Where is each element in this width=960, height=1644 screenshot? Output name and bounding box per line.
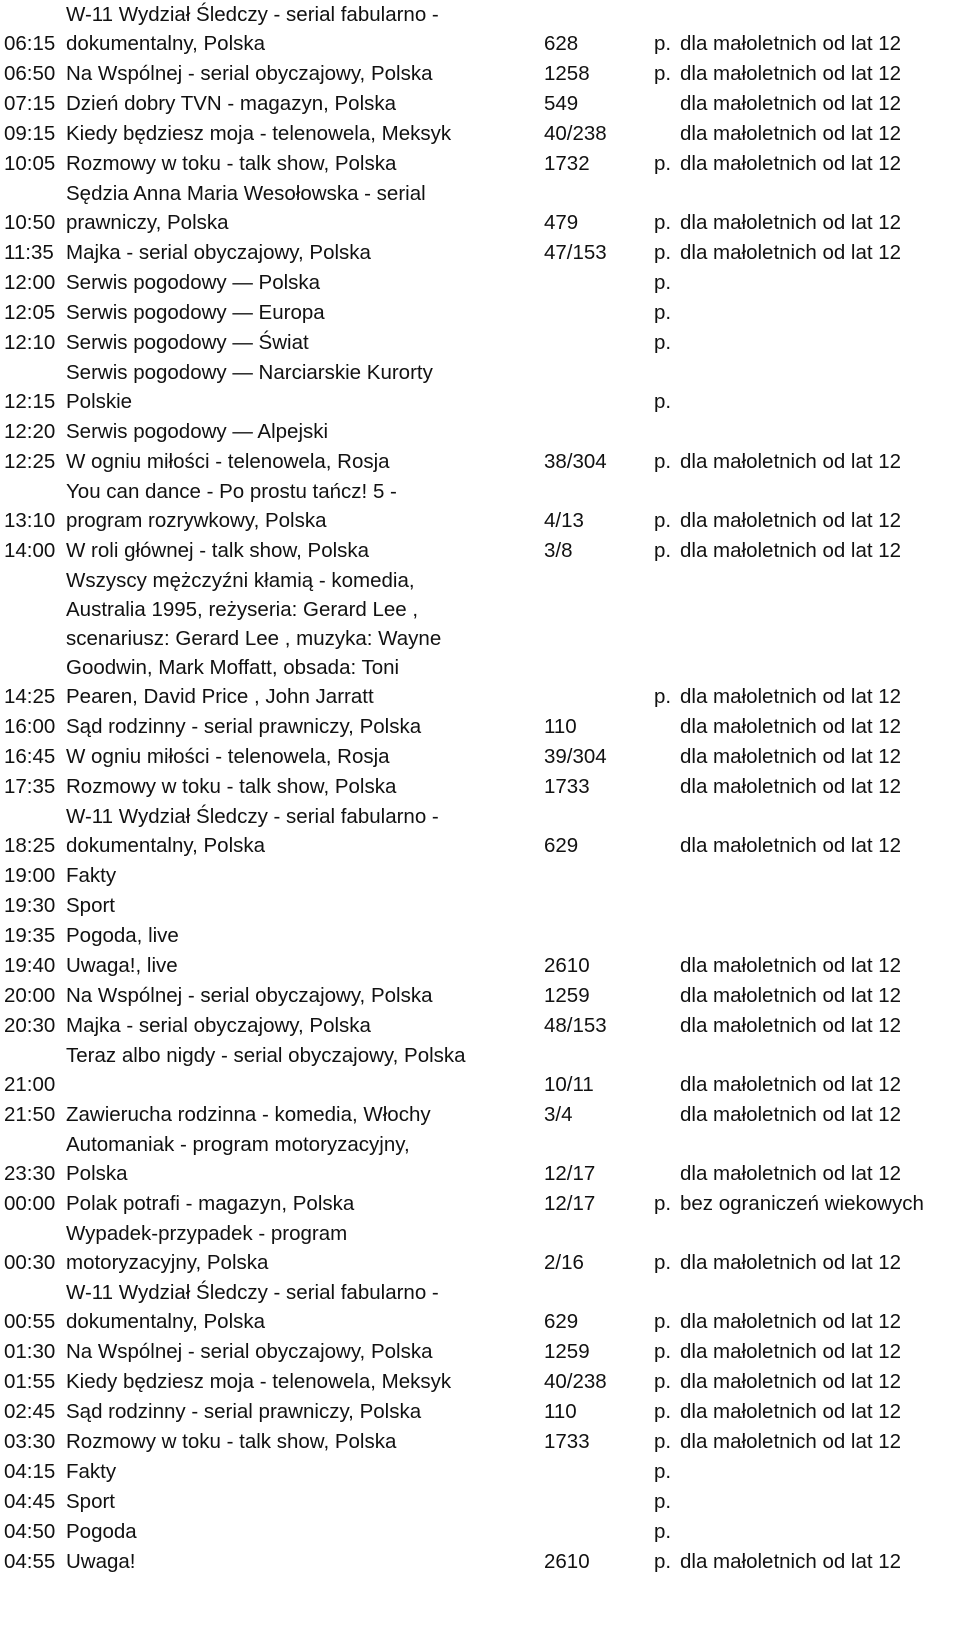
program-title-line: Rozmowy w toku - talk show, Polska (66, 1430, 397, 1453)
program-title (66, 742, 544, 771)
premiere-marker: p. (654, 1251, 672, 1274)
episode-number: 110 (544, 715, 577, 738)
program-title (66, 1427, 544, 1456)
program-title-line: Pogoda, live (66, 924, 179, 947)
program-title (66, 1457, 544, 1486)
schedule-row (0, 59, 960, 88)
schedule-row (0, 1337, 960, 1366)
schedule-row (0, 1041, 960, 1099)
schedule-row (0, 477, 960, 535)
premiere-marker: p. (654, 32, 672, 55)
premiere-marker: p. (654, 1400, 672, 1423)
episode-number: 48/153 (544, 1014, 607, 1037)
program-time: 19:00 (4, 864, 56, 887)
program-title-line: Na Wspólnej - serial obyczajowy, Polska (66, 984, 433, 1007)
age-rating: dla małoletnich od lat 12 (680, 834, 902, 857)
program-title (66, 772, 544, 801)
premiere-marker: p. (654, 509, 672, 532)
program-title (66, 477, 544, 535)
schedule-row (0, 772, 960, 801)
premiere-marker: p. (654, 241, 672, 264)
schedule-row (0, 951, 960, 980)
schedule-row (0, 149, 960, 178)
episode-number: 40/238 (544, 1370, 607, 1393)
program-title (66, 358, 544, 416)
episode-number: 38/304 (544, 450, 607, 473)
age-rating: dla małoletnich od lat 12 (680, 1400, 902, 1423)
episode-number: 629 (544, 1310, 579, 1333)
schedule-row (0, 1130, 960, 1188)
program-title-line (66, 1070, 544, 1099)
program-title-line: Fakty (66, 1460, 117, 1483)
schedule-row (0, 268, 960, 297)
program-title-line: Fakty (66, 864, 117, 887)
program-time: 16:00 (4, 715, 56, 738)
age-rating: dla małoletnich od lat 12 (680, 984, 902, 1007)
program-title-line: program rozrywkowy, Polska (66, 509, 327, 532)
program-time: 12:00 (4, 271, 56, 294)
premiere-marker: p. (654, 450, 672, 473)
program-time: 04:15 (4, 1460, 56, 1483)
program-title (66, 1517, 544, 1546)
program-time: 19:30 (4, 894, 56, 917)
program-title-line: Wszyscy mężczyźni kłamią - komedia, (66, 569, 415, 592)
program-time: 11:35 (4, 241, 54, 264)
schedule-row (0, 802, 960, 860)
program-title-line: W-11 Wydział Śledczy - serial fabularno - (66, 1281, 439, 1304)
program-title (66, 1487, 544, 1516)
schedule-row (0, 447, 960, 476)
program-time: 10:05 (4, 152, 56, 175)
schedule-row (0, 1427, 960, 1456)
episode-number: 40/238 (544, 122, 607, 145)
program-title (66, 328, 544, 357)
program-title-line: Serwis pogodowy — Świat (66, 331, 309, 354)
schedule-row (0, 1278, 960, 1336)
age-rating: dla małoletnich od lat 12 (680, 509, 902, 532)
program-title-line: W roli głównej - talk show, Polska (66, 539, 370, 562)
program-title (66, 447, 544, 476)
age-rating: dla małoletnich od lat 12 (680, 1073, 902, 1096)
schedule-row (0, 358, 960, 416)
program-time: 06:50 (4, 62, 56, 85)
program-title (66, 119, 544, 148)
program-time: 07:15 (4, 92, 56, 115)
age-rating: dla małoletnich od lat 12 (680, 1550, 902, 1573)
program-title-line: Wypadek-przypadek - program (66, 1222, 348, 1245)
program-title-line: Serwis pogodowy — Narciarskie Kurorty (66, 361, 433, 384)
program-time: 12:15 (4, 390, 56, 413)
program-title (66, 1367, 544, 1396)
schedule-row (0, 179, 960, 237)
program-title-line: Sędzia Anna Maria Wesołowska - serial (66, 182, 426, 205)
program-time: 21:00 (4, 1073, 56, 1096)
schedule-row (0, 0, 960, 58)
age-rating: dla małoletnich od lat 12 (680, 715, 902, 738)
program-title (66, 802, 544, 860)
program-title-line: Sport (66, 894, 115, 917)
schedule-row (0, 981, 960, 1010)
schedule-row (0, 1367, 960, 1396)
program-title-line: Zawierucha rodzinna - komedia, Włochy (66, 1103, 431, 1126)
program-time: 20:30 (4, 1014, 56, 1037)
episode-number: 1732 (544, 152, 590, 175)
program-title (66, 1397, 544, 1426)
program-title-line: Teraz albo nigdy - serial obyczajowy, Polska (66, 1044, 466, 1067)
program-title (66, 1547, 544, 1576)
age-rating: dla małoletnich od lat 12 (680, 1251, 902, 1274)
premiere-marker: p. (654, 685, 672, 708)
schedule-row (0, 1011, 960, 1040)
program-time: 02:45 (4, 1400, 56, 1423)
schedule-row (0, 298, 960, 327)
program-title (66, 951, 544, 980)
program-title-line: W ogniu miłości - telenowela, Rosja (66, 745, 390, 768)
age-rating: dla małoletnich od lat 12 (680, 1370, 902, 1393)
schedule-row (0, 328, 960, 357)
program-title-line: Kiedy będziesz moja - telenowela, Meksyk (66, 1370, 452, 1393)
premiere-marker: p. (654, 1310, 672, 1333)
episode-number: 3/8 (544, 539, 573, 562)
premiere-marker: p. (654, 152, 672, 175)
program-title-line: Kiedy będziesz moja - telenowela, Meksyk (66, 122, 452, 145)
program-title-line: Sąd rodzinny - serial prawniczy, Polska (66, 715, 422, 738)
program-title-line: Pearen, David Price , John Jarratt (66, 685, 374, 708)
age-rating: dla małoletnich od lat 12 (680, 1103, 902, 1126)
age-rating: bez ograniczeń wiekowych (680, 1192, 924, 1215)
premiere-marker: p. (654, 271, 672, 294)
schedule-row (0, 1397, 960, 1426)
premiere-marker: p. (654, 1192, 672, 1215)
program-time: 19:40 (4, 954, 56, 977)
schedule-row (0, 119, 960, 148)
program-title-line: W ogniu miłości - telenowela, Rosja (66, 450, 390, 473)
premiere-marker: p. (654, 390, 672, 413)
program-title (66, 1189, 544, 1218)
schedule-row (0, 861, 960, 890)
age-rating: dla małoletnich od lat 12 (680, 211, 902, 234)
episode-number: 39/304 (544, 745, 607, 768)
schedule-row (0, 1487, 960, 1516)
age-rating: dla małoletnich od lat 12 (680, 450, 902, 473)
program-time: 12:10 (4, 331, 56, 354)
program-time: 12:05 (4, 301, 56, 324)
program-title-line: Dzień dobry TVN - magazyn, Polska (66, 92, 397, 115)
episode-number: 12/17 (544, 1192, 596, 1215)
schedule-row (0, 1457, 960, 1486)
episode-number: 12/17 (544, 1162, 596, 1185)
schedule-row (0, 1189, 960, 1218)
age-rating: dla małoletnich od lat 12 (680, 32, 902, 55)
premiere-marker: p. (654, 1520, 672, 1543)
program-time: 14:00 (4, 539, 56, 562)
age-rating: dla małoletnich od lat 12 (680, 539, 902, 562)
episode-number: 1259 (544, 984, 590, 1007)
premiere-marker: p. (654, 1550, 672, 1573)
episode-number: 1259 (544, 1340, 590, 1363)
program-time: 21:50 (4, 1103, 56, 1126)
program-title-line: scenariusz: Gerard Lee , muzyka: Wayne (66, 627, 442, 650)
program-title-line: Sport (66, 1490, 115, 1513)
age-rating: dla małoletnich od lat 12 (680, 954, 902, 977)
premiere-marker: p. (654, 301, 672, 324)
episode-number: 10/11 (544, 1073, 594, 1096)
schedule-row (0, 1100, 960, 1129)
age-rating: dla małoletnich od lat 12 (680, 745, 902, 768)
program-time: 01:30 (4, 1340, 56, 1363)
age-rating: dla małoletnich od lat 12 (680, 122, 902, 145)
schedule-row (0, 742, 960, 771)
premiere-marker: p. (654, 211, 672, 234)
program-time: 18:25 (4, 834, 56, 857)
program-title (66, 238, 544, 267)
program-time: 04:45 (4, 1490, 56, 1513)
program-title-line: Majka - serial obyczajowy, Polska (66, 1014, 371, 1037)
program-time: 10:50 (4, 211, 56, 234)
schedule-row (0, 536, 960, 565)
schedule-row (0, 238, 960, 267)
episode-number: 4/13 (544, 509, 584, 532)
program-title-line: W-11 Wydział Śledczy - serial fabularno - (66, 805, 439, 828)
episode-number: 110 (544, 1400, 577, 1423)
program-title-line: Goodwin, Mark Moffatt, obsada: Toni (66, 656, 400, 679)
program-title-line: Serwis pogodowy — Europa (66, 301, 325, 324)
program-title (66, 891, 544, 920)
program-title (66, 1100, 544, 1129)
schedule-row (0, 891, 960, 920)
premiere-marker: p. (654, 1460, 672, 1483)
schedule-row (0, 1517, 960, 1546)
schedule-row (0, 1547, 960, 1576)
program-title-line: Sąd rodzinny - serial prawniczy, Polska (66, 1400, 422, 1423)
program-time: 06:15 (4, 32, 56, 55)
episode-number: 629 (544, 834, 579, 857)
episode-number: 479 (544, 211, 579, 234)
age-rating: dla małoletnich od lat 12 (680, 1014, 902, 1037)
episode-number: 1733 (544, 1430, 590, 1453)
program-title (66, 861, 544, 890)
premiere-marker: p. (654, 1490, 672, 1513)
program-title-line: Majka - serial obyczajowy, Polska (66, 241, 371, 264)
program-time: 17:35 (4, 775, 56, 798)
program-title (66, 1041, 544, 1099)
episode-number: 628 (544, 32, 579, 55)
program-title-line: Na Wspólnej - serial obyczajowy, Polska (66, 1340, 433, 1363)
schedule-row (0, 417, 960, 446)
program-title (66, 712, 544, 741)
program-title (66, 89, 544, 118)
program-time: 12:20 (4, 420, 56, 443)
program-title (66, 59, 544, 88)
program-title (66, 179, 544, 237)
episode-number: 3/4 (544, 1103, 573, 1126)
episode-number: 2/16 (544, 1251, 584, 1274)
program-title-line: Australia 1995, reżyseria: Gerard Lee , (66, 598, 419, 621)
program-title (66, 417, 544, 446)
age-rating: dla małoletnich od lat 12 (680, 1310, 902, 1333)
program-title (66, 268, 544, 297)
program-title-line: Polak potrafi - magazyn, Polska (66, 1192, 355, 1215)
program-title-line: Na Wspólnej - serial obyczajowy, Polska (66, 62, 433, 85)
episode-number: 2610 (544, 954, 590, 977)
age-rating: dla małoletnich od lat 12 (680, 62, 902, 85)
program-title-line: Polskie (66, 390, 133, 413)
program-time: 01:55 (4, 1370, 56, 1393)
program-title (66, 0, 544, 58)
program-time: 00:55 (4, 1310, 56, 1333)
program-time: 12:25 (4, 450, 56, 473)
program-time: 13:10 (4, 509, 56, 532)
age-rating: dla małoletnich od lat 12 (680, 241, 902, 264)
program-time: 16:45 (4, 745, 56, 768)
age-rating: dla małoletnich od lat 12 (680, 685, 902, 708)
episode-number: 1258 (544, 62, 590, 85)
schedule-row (0, 1219, 960, 1277)
program-title-line: Automaniak - program motoryzacyjny, (66, 1133, 410, 1156)
program-time: 04:50 (4, 1520, 56, 1543)
program-title (66, 1011, 544, 1040)
age-rating: dla małoletnich od lat 12 (680, 1162, 902, 1185)
program-title (66, 298, 544, 327)
program-time: 04:55 (4, 1550, 56, 1573)
program-title-line: Rozmowy w toku - talk show, Polska (66, 775, 397, 798)
age-rating: dla małoletnich od lat 12 (680, 1430, 902, 1453)
schedule-row (0, 566, 960, 711)
episode-number: 2610 (544, 1550, 590, 1573)
program-title-line: Uwaga!, live (66, 954, 178, 977)
premiere-marker: p. (654, 539, 672, 562)
program-time: 20:00 (4, 984, 56, 1007)
schedule-row (0, 89, 960, 118)
episode-number: 47/153 (544, 241, 607, 264)
program-title-line: Uwaga! (66, 1550, 136, 1573)
program-title-line: Polska (66, 1162, 128, 1185)
premiere-marker: p. (654, 331, 672, 354)
program-title-line: W-11 Wydział Śledczy - serial fabularno - (66, 3, 439, 26)
age-rating: dla małoletnich od lat 12 (680, 152, 902, 175)
schedule-row (0, 712, 960, 741)
episode-number: 1733 (544, 775, 590, 798)
premiere-marker: p. (654, 1340, 672, 1363)
premiere-marker: p. (654, 1430, 672, 1453)
schedule-row (0, 921, 960, 950)
age-rating: dla małoletnich od lat 12 (680, 92, 902, 115)
program-time: 00:00 (4, 1192, 56, 1215)
program-title (66, 1278, 544, 1336)
premiere-marker: p. (654, 1370, 672, 1393)
program-title-line: dokumentalny, Polska (66, 1310, 266, 1333)
program-title-line: prawniczy, Polska (66, 211, 229, 234)
program-title (66, 1337, 544, 1366)
program-time: 03:30 (4, 1430, 56, 1453)
program-time: 00:30 (4, 1251, 56, 1274)
program-title-line: Serwis pogodowy — Alpejski (66, 420, 329, 443)
program-title (66, 536, 544, 565)
program-title-line: motoryzacyjny, Polska (66, 1251, 269, 1274)
program-title (66, 981, 544, 1010)
age-rating: dla małoletnich od lat 12 (680, 775, 902, 798)
program-time: 23:30 (4, 1162, 56, 1185)
program-time: 14:25 (4, 685, 56, 708)
program-time: 09:15 (4, 122, 56, 145)
program-title (66, 566, 544, 711)
program-title-line: Rozmowy w toku - talk show, Polska (66, 152, 397, 175)
program-title-line: dokumentalny, Polska (66, 32, 266, 55)
premiere-marker: p. (654, 62, 672, 85)
program-time: 19:35 (4, 924, 56, 947)
episode-number: 549 (544, 92, 579, 115)
program-title (66, 149, 544, 178)
program-title-line: dokumentalny, Polska (66, 834, 266, 857)
program-title-line: You can dance - Po prostu tańcz! 5 - (66, 480, 397, 503)
age-rating: dla małoletnich od lat 12 (680, 1340, 902, 1363)
program-title-line: Pogoda (66, 1520, 137, 1543)
program-title-line: Serwis pogodowy — Polska (66, 271, 321, 294)
program-title (66, 1130, 544, 1188)
program-title (66, 921, 544, 950)
program-title (66, 1219, 544, 1277)
